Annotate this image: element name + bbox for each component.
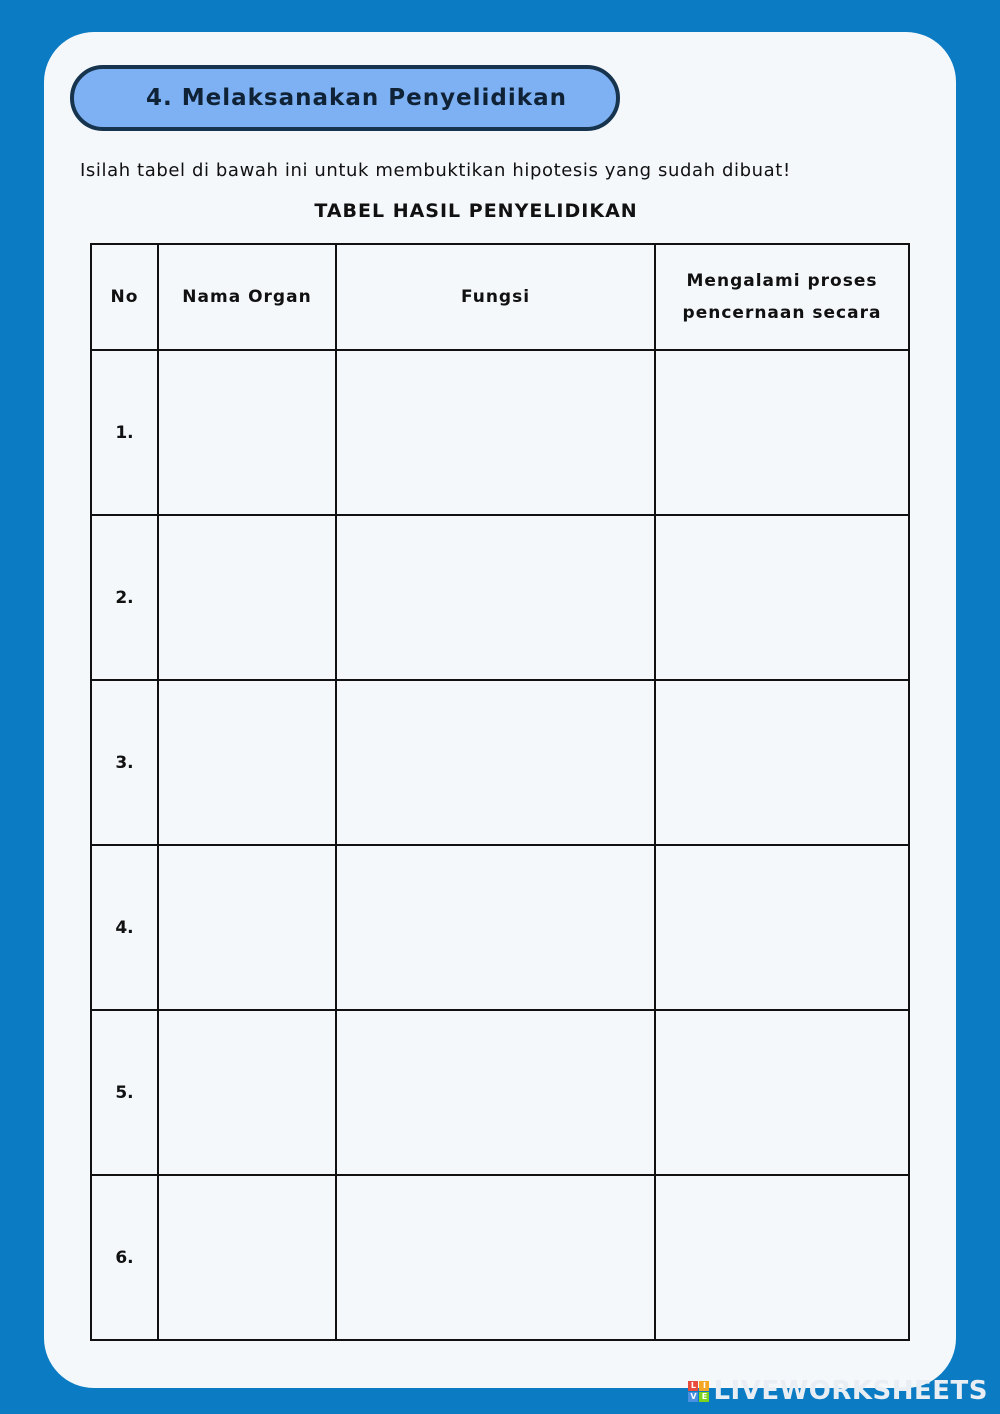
fungsi-cell[interactable] (336, 845, 655, 1010)
table-row (91, 350, 909, 515)
fungsi-cell[interactable] (336, 1175, 655, 1340)
fungsi-cell[interactable] (336, 350, 655, 515)
table-title: TABEL HASIL PENYELIDIKAN (314, 200, 638, 222)
row-number: 2. (91, 515, 158, 680)
fungsi-cell[interactable] (336, 1010, 655, 1175)
table-row (91, 680, 909, 845)
table-row (91, 1175, 909, 1340)
logo-letter: V (690, 1391, 697, 1401)
fungsi-cell[interactable] (336, 680, 655, 845)
proses-cell[interactable] (655, 350, 909, 515)
organ-cell[interactable] (158, 350, 336, 515)
table-row (91, 515, 909, 680)
organ-cell[interactable] (158, 1175, 336, 1340)
row-number: 4. (91, 845, 158, 1010)
liveworksheets-logo-icon (688, 1381, 709, 1402)
fungsi-cell[interactable] (336, 515, 655, 680)
proses-cell[interactable] (655, 845, 909, 1010)
logo-letter: L (688, 1381, 698, 1391)
logo-letter: E (699, 1392, 709, 1402)
row-number: 3. (91, 680, 158, 845)
liveworksheets-brand (688, 1376, 988, 1406)
organ-cell[interactable] (158, 845, 336, 1010)
column-header-nama-organ: Nama Organ (158, 244, 336, 350)
table-row (91, 845, 909, 1010)
organ-cell[interactable] (158, 680, 336, 845)
proses-cell[interactable] (655, 680, 909, 845)
proses-cell[interactable] (655, 1175, 909, 1340)
organ-cell[interactable] (158, 515, 336, 680)
column-header-proses: Mengalami proses pencernaan secara (655, 244, 909, 350)
column-header-no: No (91, 244, 158, 350)
result-table (90, 243, 910, 1341)
instruction-text: Isilah tabel di bawah ini untuk membuktikan hipotesis yang sudah dibuat! (80, 160, 791, 181)
logo-letter: I (699, 1381, 709, 1391)
row-number: 6. (91, 1175, 158, 1340)
proses-cell[interactable] (655, 1010, 909, 1175)
column-header-fungsi: Fungsi (336, 244, 655, 350)
table-row (91, 1010, 909, 1175)
row-number: 5. (91, 1010, 158, 1175)
organ-cell[interactable] (158, 1010, 336, 1175)
table-header-row (91, 244, 909, 350)
section-title: 4. Melaksanakan Penyelidikan (70, 65, 620, 131)
row-number: 1. (91, 350, 158, 515)
proses-cell[interactable] (655, 515, 909, 680)
brand-name: LIVEWORKSHEETS (713, 1376, 988, 1406)
